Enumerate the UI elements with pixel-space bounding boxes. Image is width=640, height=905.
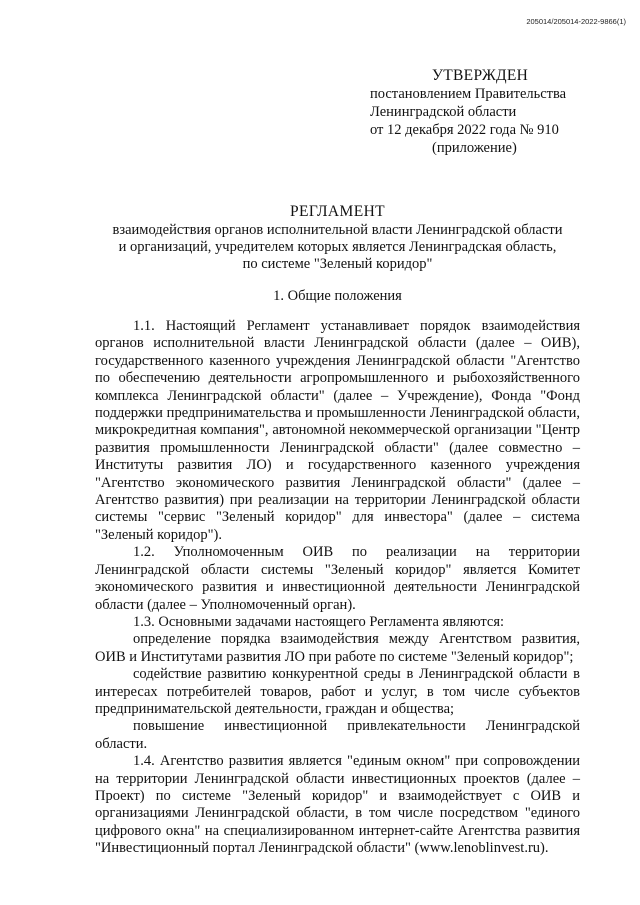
document-body — [95, 318, 580, 858]
paragraph-1-4: 1.4. Агентство развития является "единым окном" при сопровождении на территории Ленинградской области инвестиционных проектов (далее – Проект) по системе "Зеленый коридор" и взаимодействует с ОИВ и организациями Ленинградской области, в том числе посредством "единого цифрового окна" на специализированном интернет-сайте Агентства развития "Инвестиционный портал Ленинградской области" (www.lenoblinvest.ru). — [95, 753, 580, 857]
approval-line-date: от 12 декабря 2022 года № 910 — [370, 122, 559, 138]
approval-line-appendix: (приложение) — [432, 140, 517, 156]
paragraph-1-1: 1.1. Настоящий Регламент устанавливает порядок взаимодействия органов исполнительной власти Ленинградской области (далее – ОИВ), государственного казенного учреждения Ленинградской области "Агентство по обеспечению деятельности агропромышленного и рыбохозяйственного комплекса Ленинградской области" (далее – Учреждение), Фонда "Фонд поддержки предпринимательства и промышленности Ленинградской области, микрокредитная компания", автономной некоммерческой организации "Центр развития промышленности Ленинградской области" (далее совместно – Институты развития ЛО) и государственного казенного учреждения "Агентство экономического развития Ленинградской области" (далее – Агентство развития) при реализации на территории Ленинградской области системы "сервис "Зеленый коридор" для инвестора" (далее – система "Зеленый коридор"). — [95, 318, 580, 543]
paragraph-1-3: 1.3. Основными задачами настоящего Регламента являются: — [133, 613, 505, 630]
paragraph-1-2: 1.2. Уполномоченным ОИВ по реализации на территории Ленинградской области системы "Зеленый коридор" является Комитет экономического развития и инвестиционной деятельности Ленинградской области (далее – Уполномоченный орган). — [95, 544, 580, 613]
document-subtitle-line-1: взаимодействия органов исполнительной власти Ленинградской области — [112, 222, 563, 238]
approval-line-region: Ленинградской области — [370, 104, 517, 120]
document-subtitle-line-3: по системе "Зеленый коридор" — [242, 256, 433, 272]
approval-line-decree: постановлением Правительства — [370, 86, 567, 102]
paragraph-task-2: содействие развитию конкурентной среды в Ленинградской области в интересах потребителей товаров, работ и услуг, в том числе субъектов предпринимательской деятельности, граждан и общества; — [95, 666, 580, 717]
section-heading: 1. Общие положения — [273, 288, 402, 304]
approval-title: УТВЕРЖДЕН — [432, 67, 529, 84]
document-registration-stamp: 205014/205014-2022-9866(1) — [526, 17, 626, 26]
paragraph-task-1: определение порядка взаимодействия между Агентством развития, ОИВ и Институтами развития ЛО при работе по системе "Зеленый коридор"; — [95, 631, 580, 665]
document-title: РЕГЛАМЕНТ — [289, 203, 386, 220]
paragraph-task-3: повышение инвестиционной привлекательности Ленинградской области. — [95, 718, 580, 752]
document-subtitle-line-2: и организаций, учредителем которых является Ленинградская область, — [118, 239, 557, 255]
approval-block — [370, 67, 610, 157]
document-heading — [95, 203, 580, 273]
